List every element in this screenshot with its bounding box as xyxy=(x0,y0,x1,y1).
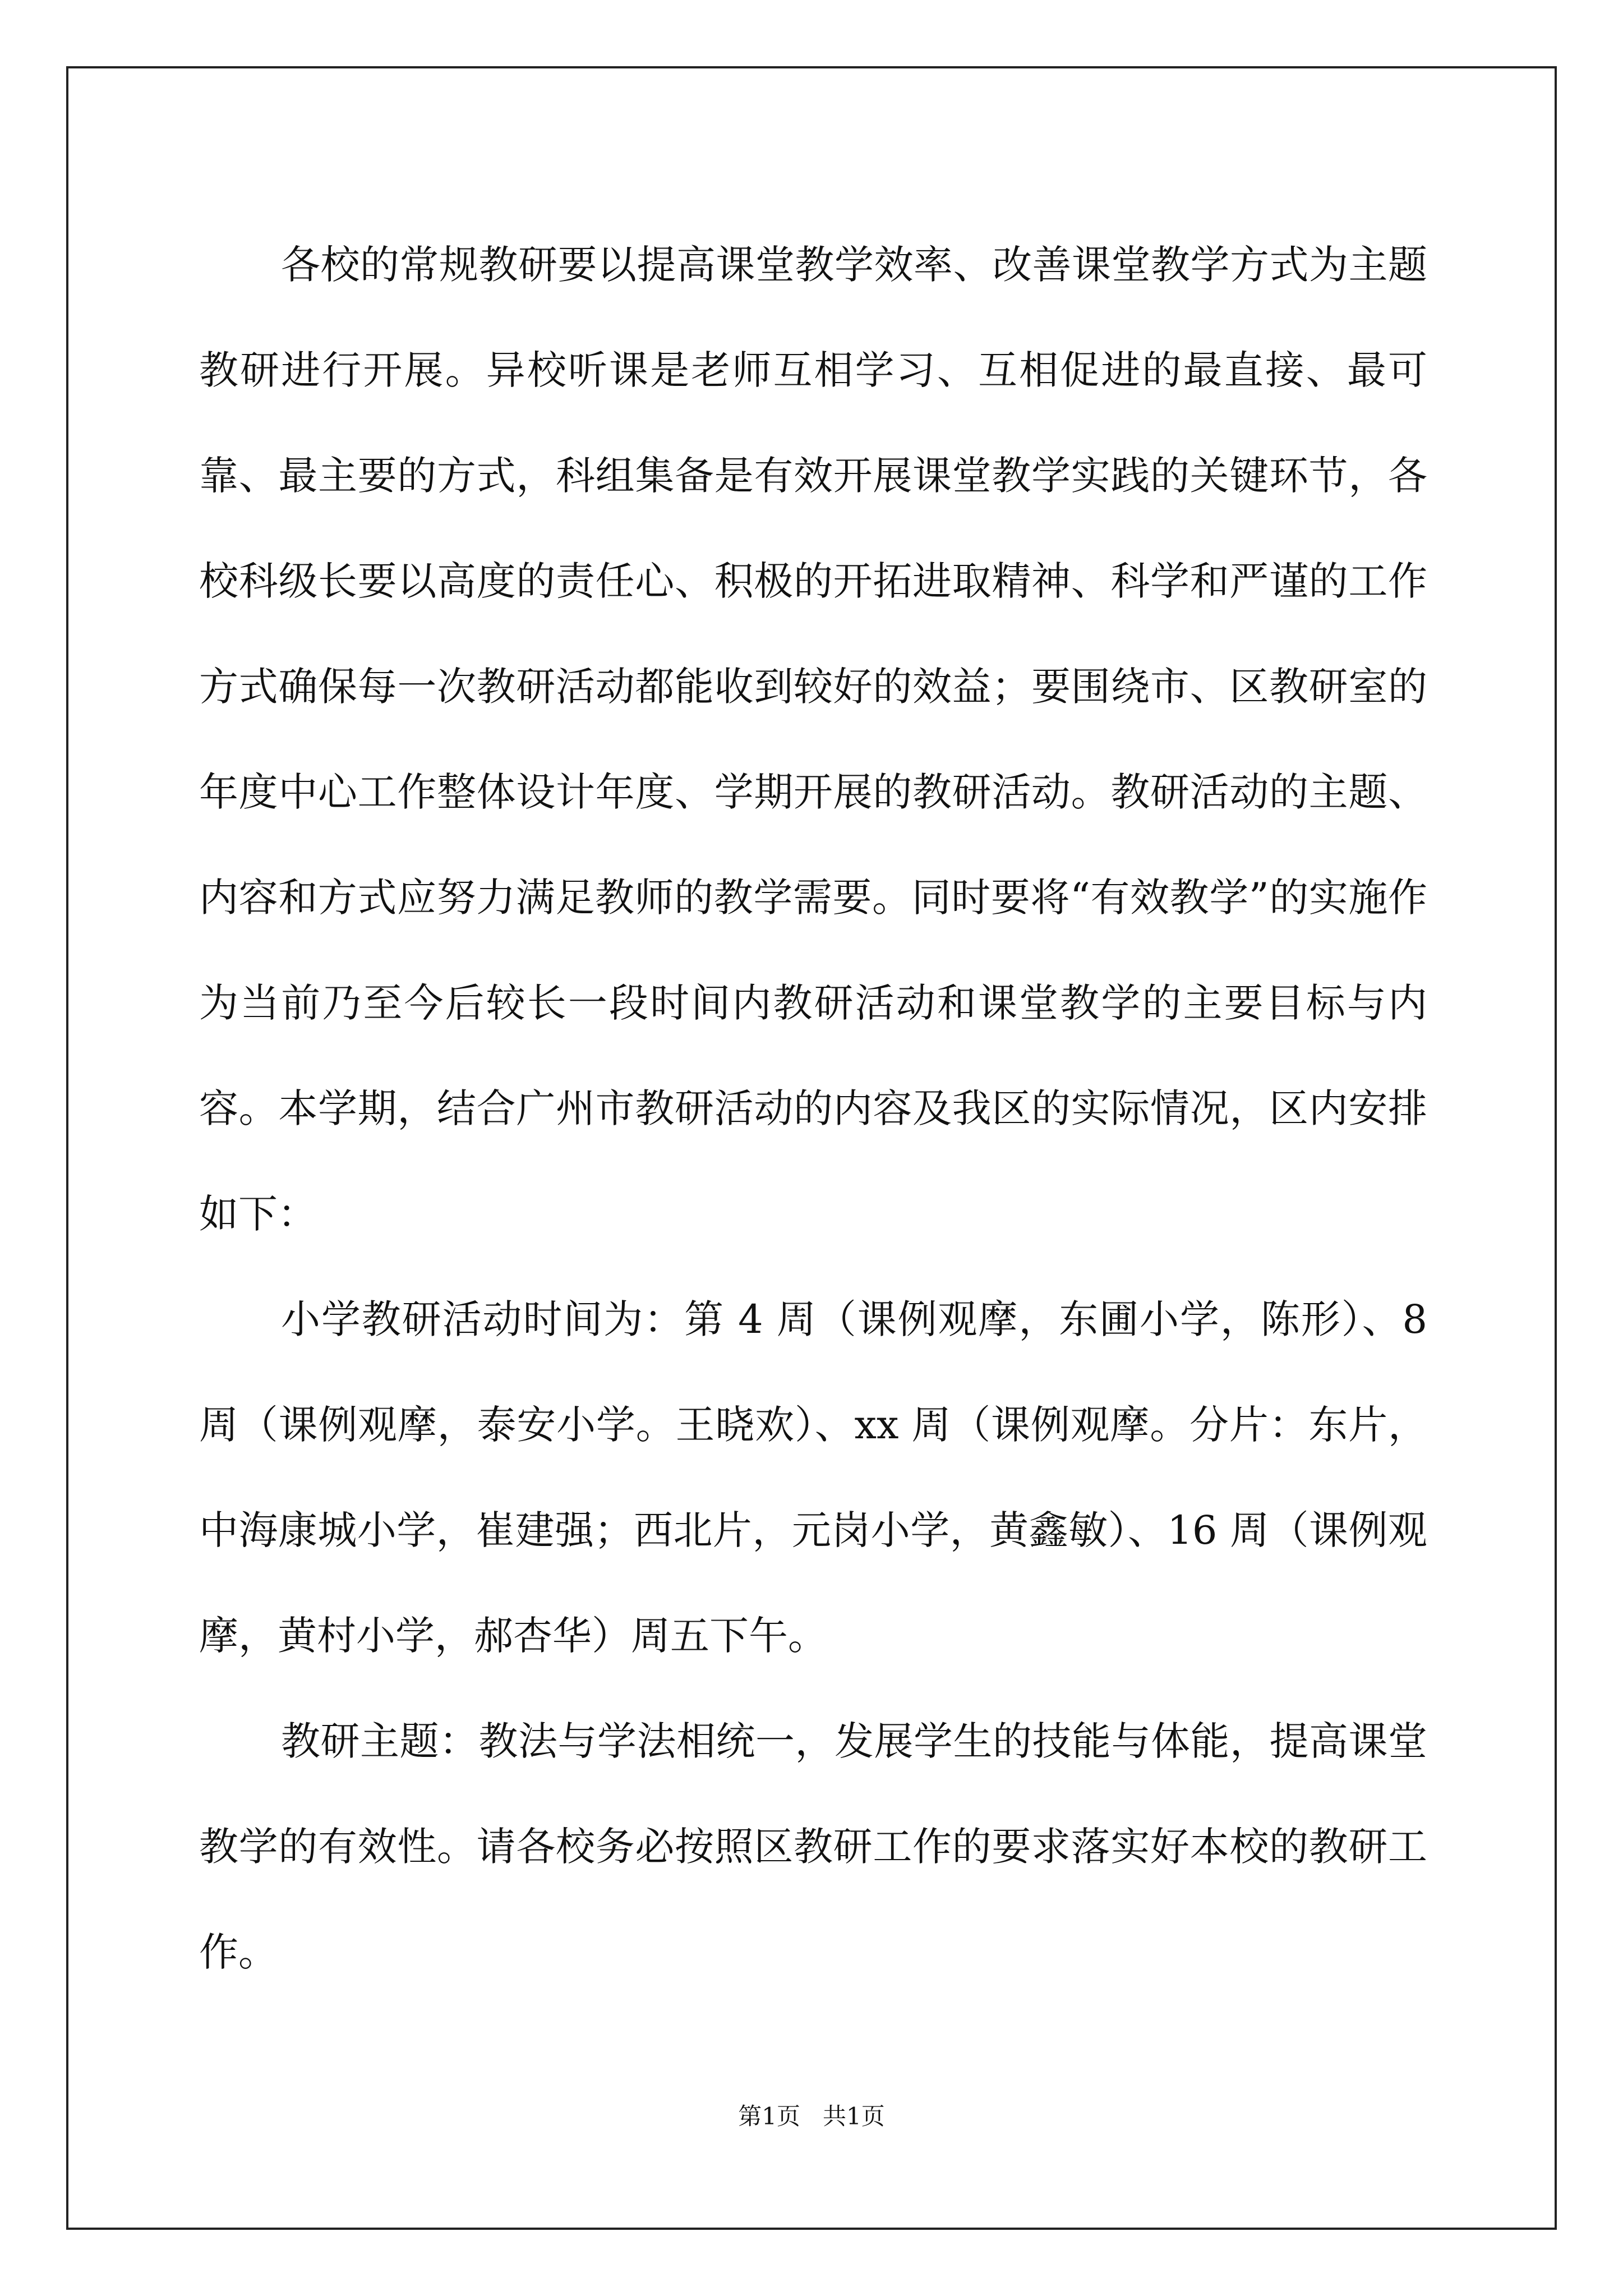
document-body xyxy=(199,212,1427,2005)
paragraph-research-theme: 教研主题：教法与学法相统一，发展学生的技能与体能，提高课堂教学的有效性。请各校务必按照区教研工作的要求落实好本校的教研工作。 xyxy=(199,1718,1427,1975)
page-number-footer: 第1页 共1页 xyxy=(738,2102,885,2130)
paragraph-routine-research: 各校的常规教研要以提高课堂教学效率、改善课堂教学方式为主题教研进行开展。异校听课是老师互相学习、互相促进的最直接、最可靠、最主要的方式，科组集备是有效开展课堂教学实践的关键环节，各校科级长要以高度的责任心、积极的开拓进取精神、科学和严谨的工作方式确保每一次教研活动都能收到较好的效益；要围绕市、区教研室的年度中心工作整体设计年度、学期开展的教研活动。教研活动的主题、内容和方式应努力满足教师的教学需要。同时要将“有效教学”的实施作为当前乃至今后较长一段时间内教研活动和课堂教学的主要目标与内容。本学期，结合广州市教研活动的内容及我区的实际情况，区内安排如下： xyxy=(199,242,1427,1237)
paragraph-primary-schedule: 小学教研活动时间为：第 4 周（课例观摩，东圃小学，陈形）、8 周（课例观摩，泰安小学。王晓欢）、xx 周（课例观摩。分片：东片，中海康城小学，崔建强；西北片，元岗小学，黄鑫敏）、16 周（课例观摩，黄村小学，郝杏华）周五下午。 xyxy=(199,1296,1427,1659)
